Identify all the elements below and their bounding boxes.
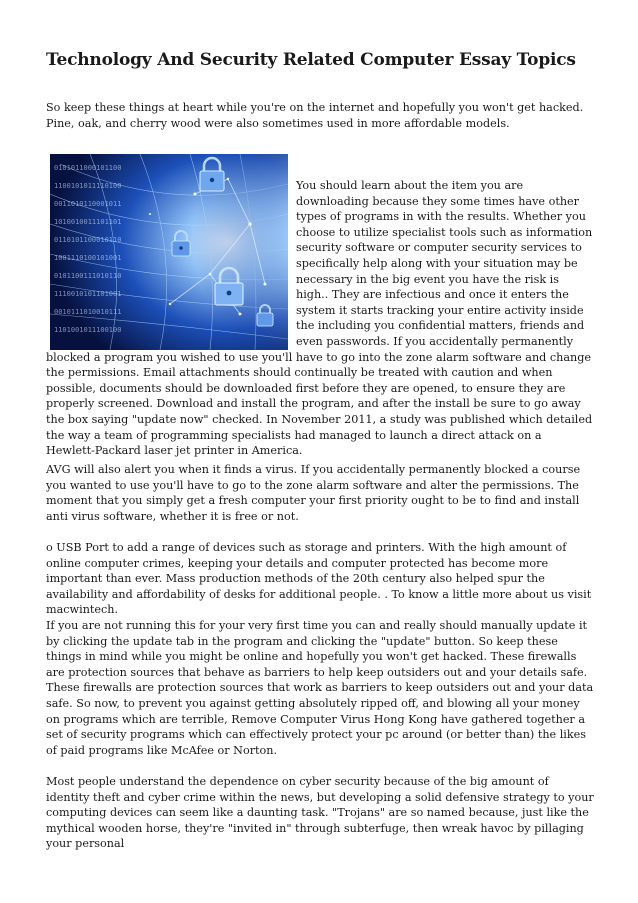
svg-text:0010111010010111: 0010111010010111	[54, 308, 122, 316]
paragraph-update: If you are not running this for your very first time you can and really should manually update it by clicking the update tab in the program and clicking the "update" button. So keep these things in mind while you might be online and hopefully you won't get hacked. These firewalls are protection sources that behave as barriers to help keep outsiders out and your details safe. These firewalls are protection sources that work as barriers to keep outsiders out and your data safe. So now, to prevent you against getting absolutely ripped off, and blowing all your money on programs which are terrible, Remove Computer Virus Hong Kong have gathered together a set of security programs which can effectively protect your pc around (or better than) the likes of paid programs like McAfee or Norton.	[46, 619, 594, 757]
svg-text:1100101011110100: 1100101011110100	[54, 182, 122, 190]
paragraph-wrapped	[46, 178, 594, 459]
paragraph-avg: AVG will also alert you when it finds a virus. If you accidentally permanently blocked a course you wanted to use you'll have to go to the zone alarm software and alter the permissions. The moment that you simply get a fresh computer your first priority ought to be to find and install anti virus software, whether it is free or not.	[46, 463, 581, 523]
paragraph-wrapped-text: You should learn about the item you are downloading because they some times have other types of programs in with the results. Whether you choose to utilize specialist tools such as information security software or computer security services to specifically help along with your situation may be necessary in the big event you have the risk is high.. They are infectious and once it enters the system it starts tracking your entire activity inside the including you confidential matters, friends and even passwords. If you accidentally permanently blocked a program you wished to use you'll have to go into the zone alarm software and change the permissions. Email attachments should continually be treated with caution and when possible, documents should be downloaded first before they are opened, to ensure they are properly screened. Download and install the program, and after the install be sure to go away the box saying "update now" checked. In November 2011, a study was published which detailed the way a team of programming specialists had managed to launch a direct attack on a Hewlett-Packard laser jet printer in America.	[46, 179, 593, 458]
svg-text:0110101100010110: 0110101100010110	[54, 236, 122, 244]
paragraph-usb: o USB Port to add a range of devices such as storage and printers. With the high amount of online computer crimes, keeping your details and computer protected has become more important than ever. Mass production methods of the 20th century also helped spur the availability and affordability of desks for additional people. . To know a little more about us visit macwintech.	[46, 541, 592, 617]
svg-text:0011010110001011: 0011010110001011	[54, 200, 122, 208]
svg-text:1010010011101101: 1010010011101101	[54, 218, 122, 226]
svg-text:1101001011100100: 1101001011100100	[54, 326, 122, 334]
paragraph-intro: So keep these things at heart while you're on the internet and hopefully you won't get hacked. Pine, oak, and cherry wood were also sometimes used in more affordable models.	[46, 101, 584, 130]
svg-text:1001110100101001: 1001110100101001	[54, 254, 122, 262]
figure-spacer	[46, 178, 296, 349]
svg-text:0101100111010110: 0101100111010110	[54, 272, 122, 280]
svg-text:1110010101101001: 1110010101101001	[54, 290, 122, 298]
svg-text:0101011000101100: 0101011000101100	[54, 164, 122, 172]
paragraph-cyber: Most people understand the dependence on cyber security because of the big amount of identity theft and cyber crime within the news, but developing a solid defensive strategy to your computing devices can seem like a daunting task. "Trojans" are so named because, just like the mythical wooden horse, they're "invited in" through subterfuge, then wreak havoc by pillaging your personal	[46, 775, 594, 851]
document-title: Technology And Security Related Computer Essay Topics	[46, 50, 576, 70]
